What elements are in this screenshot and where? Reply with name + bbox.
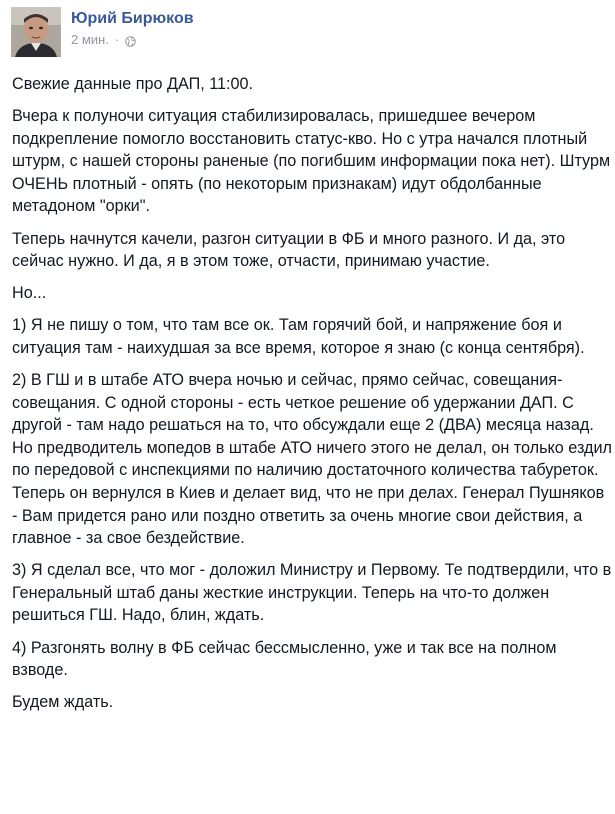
post-paragraph: 3) Я сделал все, что мог - доложил Министру и Первому. Те подтвердили, что в Генеральный штаб даны жесткие инструкции. Теперь на что-то должен решиться ГШ. Надо, блин, ждать. — [12, 561, 612, 625]
post-paragraph: 2) В ГШ и в штабе АТО вчера ночью и сейчас, прямо сейчас, совещания-совещания. С одной стороны - есть четкое решение об удержании ДАП. С другой - там надо решаться на то, что обсуждали еще 2 (ДВА) месяца назад. Но предводитель мопедов в штабе АТО ничего этого не делал, он только ездил по передовой с инспекциями по наличию достаточного количества табуреток. Теперь он вернулся в Киев и делает вид, что не при делах. Генерал Пушняков - Вам придется рано или поздно ответить за очень многие свои действия, а главное - за свое бездействие. — [12, 371, 612, 548]
post-paragraph: Будем ждать. — [12, 693, 114, 712]
post-meta — [71, 32, 194, 48]
post-timestamp[interactable]: 2 мин. — [71, 32, 109, 47]
post-body — [12, 73, 612, 723]
post-paragraph: Вчера к полуночи ситуация стабилизировалась, пришедшее вечером подкрепление помогло восстановить статус-кво. Но с утра начался плотный штурм, с нашей стороны раненые (по погибшим информации пока нет). Штурм ОЧЕНЬ плотный - опять (по некоторым признакам) идут обдолбанные метадоном "орки". — [12, 107, 611, 216]
avatar-photo — [11, 7, 61, 57]
header-text — [71, 7, 194, 48]
globe-icon[interactable] — [125, 35, 136, 46]
post-paragraph: 4) Разгонять волну в ФБ сейчас бессмысленно, уже и так все на полном взводе. — [12, 638, 557, 680]
post-paragraph: Свежие данные про ДАП, 11:00. — [12, 75, 254, 93]
post-paragraph: Теперь начнутся качели, разгон ситуации в ФБ и много разного. И да, это сейчас нужно. И да, я в этом тоже, отчасти, принимаю участие. — [12, 229, 566, 271]
meta-separator: · — [114, 32, 120, 47]
author-name-link[interactable]: Юрий Бирюков — [71, 10, 194, 27]
post-paragraph: 1) Я не пишу о том, что там все ок. Там горячий бой, и напряжение боя и ситуация там - наихудшая за все время, которое я знаю (с конца сентября). — [12, 316, 585, 357]
author-avatar[interactable] — [11, 7, 61, 57]
post-paragraph: Но... — [12, 284, 47, 303]
post-header — [11, 7, 194, 57]
